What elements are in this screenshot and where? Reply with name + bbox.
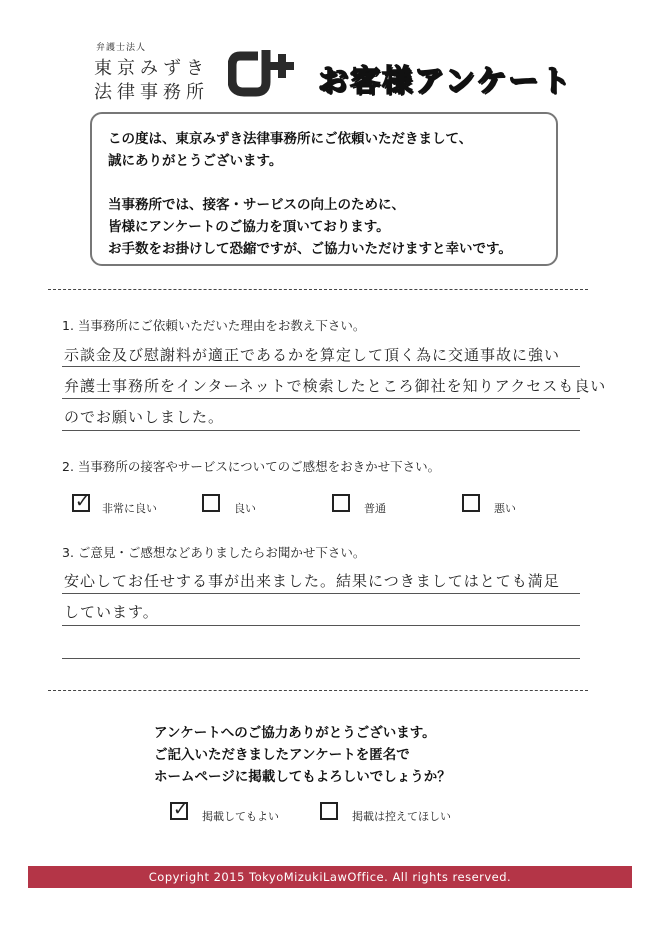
rating-checkbox-average[interactable] xyxy=(332,494,350,512)
intro-line: 皆様にアンケートのご協力を頂いております。 xyxy=(108,219,390,235)
check-mark-icon: ✓ xyxy=(75,491,91,512)
answer-line xyxy=(62,658,580,659)
closing-message xyxy=(154,722,451,788)
copyright-footer: Copyright 2015 TokyoMizukiLawOffice. All rights reserved. xyxy=(28,866,632,888)
firm-logo xyxy=(228,44,300,100)
question-1-label: 1. 当事務所にご依頼いただいた理由をお教え下さい。 xyxy=(62,318,366,333)
rating-checkbox-bad[interactable] xyxy=(462,494,480,512)
intro-line: この度は、東京みずき法律事務所にご依頼いただきまして、 xyxy=(108,131,473,147)
closing-line: ご記入いただきましたアンケートを匿名で xyxy=(154,747,410,763)
section-divider xyxy=(48,289,588,290)
rating-option-label: 悪い xyxy=(494,502,516,515)
section-divider xyxy=(48,690,588,691)
intro-line: 当事務所では、接客・サービスの向上のために、 xyxy=(108,197,405,213)
question-3-label: 3. ご意見・ご感想などありましたらお聞かせ下さい。 xyxy=(62,545,366,560)
closing-line: アンケートへのご協力ありがとうございます。 xyxy=(154,725,436,741)
intro-line: 誠にありがとうございます。 xyxy=(108,153,283,169)
rating-option-label: 良い xyxy=(234,502,256,515)
rating-checkbox-very-good[interactable] xyxy=(72,491,91,512)
publish-option-label: 掲載は控えてほしい xyxy=(352,810,451,823)
rating-option-label: 普通 xyxy=(364,502,386,515)
answer-line xyxy=(62,398,580,399)
answer-line xyxy=(62,625,580,626)
question-2-label: 2. 当事務所の接客やサービスについてのご感想をおきかせ下さい。 xyxy=(62,459,441,474)
publish-ok-checkbox[interactable] xyxy=(170,799,189,820)
closing-line: ホームページに掲載してもよろしいでしょうか？ xyxy=(154,769,451,785)
intro-line: お手数をお掛けして恐縮ですが、ご協力いただけますと幸いです。 xyxy=(108,241,512,257)
firm-name-line1: 東京みずき xyxy=(94,58,209,79)
rating-option-label: 非常に良い xyxy=(102,502,157,515)
answer-line xyxy=(62,430,580,431)
intro-message-box xyxy=(90,112,558,266)
publish-decline-checkbox[interactable] xyxy=(320,802,338,820)
question-1-answer: のでお願いしました。 xyxy=(64,408,225,426)
publish-option-label: 掲載してもよい xyxy=(202,810,279,823)
question-3-answer: 安心してお任せする事が出来ました。結果につきましてはとても満足 xyxy=(64,572,560,590)
page-title: お客様アンケート xyxy=(318,64,573,99)
rating-checkbox-good[interactable] xyxy=(202,494,220,512)
question-1-answer: 弁護士事務所をインターネットで検索したところ御社を知りアクセスも良い xyxy=(64,377,607,395)
check-mark-icon: ✓ xyxy=(173,799,189,820)
firm-name-line2: 法律事務所 xyxy=(94,82,209,103)
answer-line xyxy=(62,593,580,594)
question-3-answer: しています。 xyxy=(64,603,159,621)
answer-line xyxy=(62,366,580,367)
firm-type-label: 弁護士法人 xyxy=(96,43,147,53)
question-1-answer: 示談金及び慰謝料が適正であるかを算定して頂く為に交通事故に強い xyxy=(64,346,561,364)
